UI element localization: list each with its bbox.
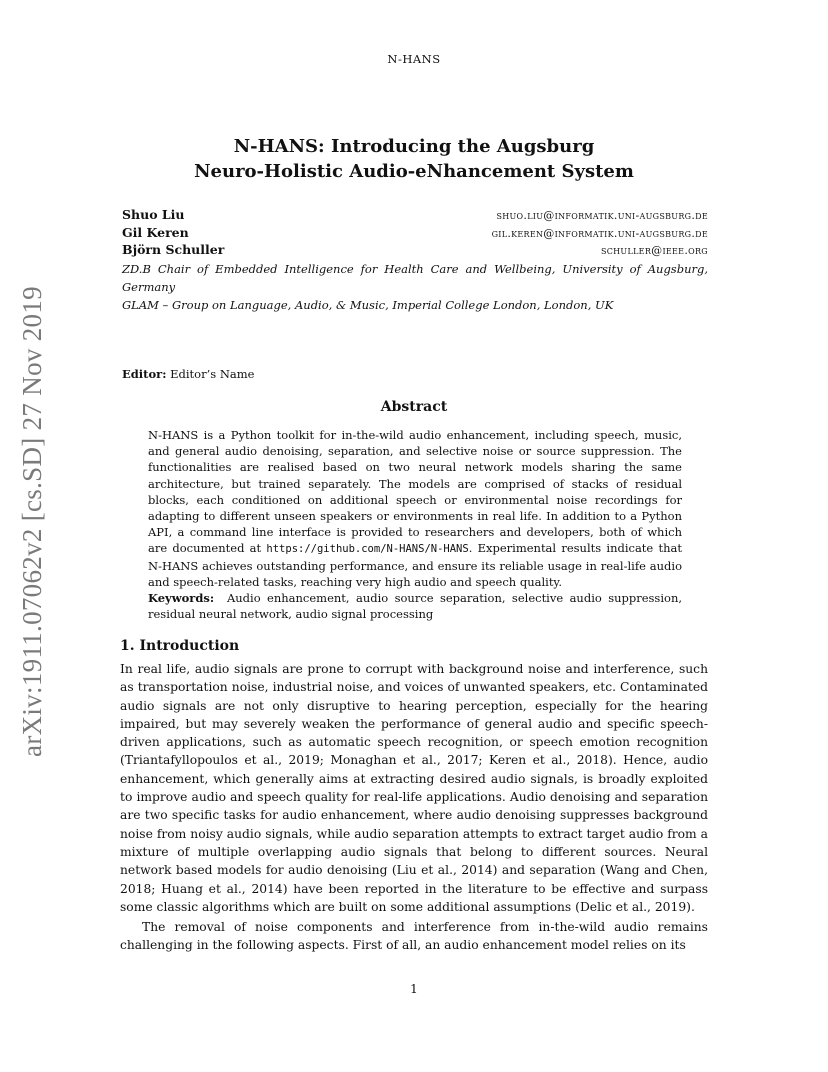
- arxiv-identifier-watermark: [12, 286, 52, 756]
- section-heading: 1. Introduction: [120, 638, 240, 654]
- editor-label: Editor:: [122, 367, 167, 381]
- author-name: Gil Keren: [122, 224, 189, 240]
- author-email[interactable]: gil.keren@informatik.uni-augsburg.de: [491, 226, 708, 240]
- paper-title-line-1: N-HANS: Introducing the Augsburg: [233, 136, 595, 157]
- abstract-body: [148, 427, 682, 590]
- author-row: [122, 225, 708, 243]
- author-row: [122, 242, 708, 260]
- editor-name: Editor’s Name: [170, 367, 255, 381]
- section-body: [120, 660, 708, 955]
- paper-title: [120, 134, 708, 184]
- abstract-heading: Abstract: [380, 399, 448, 415]
- abstract-text: . Experimental results indicate that N-HANS achieves outstanding performance, and ensure its reliable usage in real-life audio and speech-related tasks, reaching very high audio and speech quality.: [148, 541, 682, 589]
- keywords: [148, 590, 682, 622]
- paragraph: In real life, audio signals are prone to corrupt with background noise and interference, such as transportation noise, industrial noise, and voices of unwanted speakers, etc. Contaminated audio signals are not only disruptive to hearing perception, especially for the hearing impaired, but may severely weaken the performance of general audio and specific speech-driven applications, such as automatic speech recognition, or speech emotion recognition (Triantafyllopoulos et al., 2019; Monaghan et al., 2017; Keren et al., 2018). Hence, audio enhancement, which generally aims at extracting desired audio signals, is broadly exploited to improve audio and speech quality for real-life applications. Audio denoising and separation are two specific tasks for audio enhancement, where audio denoising suppresses background noise from noisy audio signals, while audio separation attempts to extract target audio from a mixture of multiple overlapping audio signals that belong to different sources. Neural network based models for audio denoising (Liu et al., 2014) and separation (Wang and Chen, 2018; Huang et al., 2014) have been reported in the literature to be effective and surpass some classic algorithms which are built on some additional assumptions (Delic et al., 2019).: [120, 662, 708, 914]
- author-email[interactable]: schuller@ieee.org: [600, 244, 708, 257]
- affiliation: ZD.B Chair of Embedded Intelligence for Health Care and Wellbeing, University of Augsburg, Germany: [122, 261, 708, 294]
- author-name: Björn Schuller: [122, 242, 225, 257]
- keywords-list: Audio enhancement, audio source separation, selective audio suppression, residual neural network, audio signal processing: [148, 591, 683, 622]
- arxiv-identifier-text: arXiv:1911.07062v2 [cs.SD] 27 Nov 2019: [16, 285, 47, 757]
- github-link[interactable]: https://github.com/N-HANS/N-HANS: [266, 543, 469, 556]
- abstract-text: N-HANS is a Python toolkit for in-the-wild audio enhancement, including speech, music, and general audio denoising, separation, and selective noise or source suppression. The functionalities are realised based on two neural network models sharing the same architecture, but trained separately. The models are comprised of stacks of residual blocks, each conditioned on additional speech or environmental noise recordings for adapting to different unseen speakers or environments in real life. In addition to a Python API, a command line interface is provided to researchers and developers, both of which are documented at: [148, 428, 682, 556]
- paragraph: The removal of noise components and interference from in-the-wild audio remains challenging in the following aspects. First of all, an audio enhancement model relies on its: [120, 920, 708, 953]
- editor-line: [122, 367, 254, 381]
- paper-title-line-2: Neuro-Holistic Audio-eNhancement System: [194, 161, 634, 182]
- author-name: Shuo Liu: [122, 207, 185, 222]
- keywords-label: Keywords:: [148, 591, 215, 605]
- author-block: [122, 207, 708, 314]
- running-head: N-HANS: [387, 52, 441, 66]
- author-row: [122, 207, 708, 225]
- page-number: 1: [410, 982, 418, 996]
- affiliation: GLAM – Group on Language, Audio, & Music, Imperial College London, London, UK: [122, 297, 614, 312]
- author-email[interactable]: shuo.liu@informatik.uni-augsburg.de: [496, 209, 708, 222]
